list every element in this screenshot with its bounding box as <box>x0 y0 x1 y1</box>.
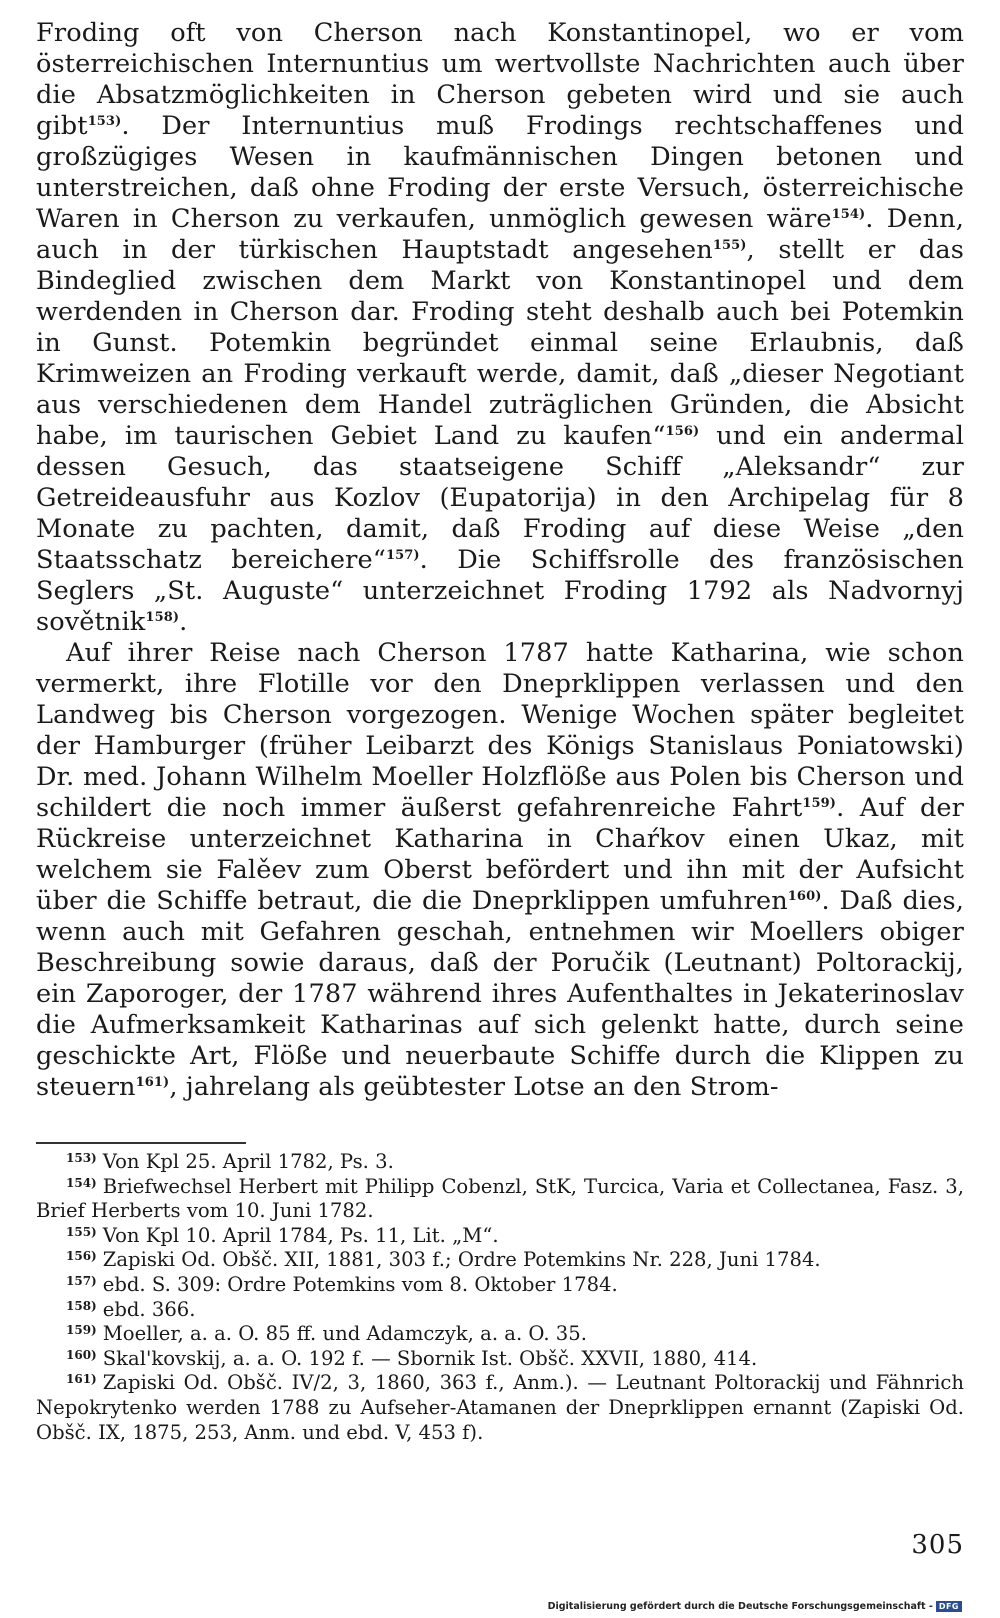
footnote-text: Zapiski Od. Obšč. XII, 1881, 303 f.; Ordre Potemkins Nr. 228, Juni 1784. <box>102 1248 821 1272</box>
footnote-159 <box>36 1322 964 1347</box>
footnote-155 <box>36 1224 964 1249</box>
footnote-reference: 157) <box>385 548 420 563</box>
text-run: . <box>179 607 188 637</box>
text-run: . Die Schiffsrolle des französischen Seglers „St. Auguste“ unterzeichnet Froding 1792 als Nadvornyj sovětnik <box>36 545 964 637</box>
text-run: . Denn, auch in der türkischen Hauptstadt angesehen <box>36 204 964 265</box>
footnote-number: 158) <box>66 1298 97 1313</box>
footnote-reference: 156) <box>665 424 700 439</box>
footnote-reference: 154) <box>831 207 866 222</box>
paragraph-2 <box>36 638 964 1103</box>
footnote-text: ebd. 366. <box>102 1297 196 1321</box>
footnote-160 <box>36 1347 964 1372</box>
footnote-161 <box>36 1371 964 1445</box>
footnote-reference: 159) <box>802 796 837 811</box>
text-run: . Auf der Rückreise unterzeichnet Katharina in Chaŕkov einen Ukaz, mit welchem sie Falěev zum Oberst befördert und ihn mit der Aufsicht über die Schiffe betraut, die die Dneprklippen umfuhren <box>36 793 965 916</box>
footnote-reference: 160) <box>787 889 822 904</box>
footnote-text: Zapiski Od. Obšč. IV/2, 3, 1860, 363 f., Anm.). — Leutnant Poltorackij und Fähnrich Nepokrytenko werden 1788 zu Aufseher-Atamanen der Dneprklippen ernannt (Zapiski Od. Obšč. IX, 1875, 253, Anm. und ebd. V, 453 f). <box>36 1371 964 1444</box>
footnote-reference: 161) <box>135 1075 170 1090</box>
footnote-number: 159) <box>66 1323 97 1338</box>
page-number: 305 <box>911 1530 964 1560</box>
footnote-156 <box>36 1248 964 1273</box>
footnote-154 <box>36 1175 964 1224</box>
text-run: , jahrelang als geübtester Lotse an den Strom- <box>169 1072 779 1102</box>
footnote-number: 161) <box>66 1372 97 1387</box>
footnote-number: 156) <box>66 1249 97 1264</box>
footnote-number: 153) <box>66 1151 97 1165</box>
footnote-number: 154) <box>66 1175 97 1190</box>
footnote-text: ebd. S. 309: Ordre Potemkins vom 8. Oktober 1784. <box>102 1272 618 1296</box>
main-text <box>36 18 964 1103</box>
text-run: , stellt er das Bindeglied zwischen dem Markt von Konstantinopel und dem werdenden in Cherson dar. Froding steht deshalb auch bei Potemkin in Gunst. Potemkin begründet einmal seine Erlaubnis, daß Krimweizen an Froding verkauft werde, damit, daß „dieser Negotiant aus verschiedenen dem Handel zuträglichen Gründen, die Absicht habe, im taurischen Gebiet Land zu kaufen“ <box>36 235 965 451</box>
footnote-reference: 155) <box>712 238 747 253</box>
text-run: Auf ihrer Reise nach Cherson 1787 hatte Katharina, wie schon vermerkt, ihre Flotille vor den Dneprklippen verlassen und den Landweg bis Cherson vorgezogen. Wenige Wochen später begleitet der Hamburger (früher Leibarzt des Königs Stanislaus Poniatowski) Dr. med. Johann Wilhelm Moeller Holzflöße aus Polen bis Cherson und schildert die noch immer äußerst gefahrenreiche Fahrt <box>36 638 964 823</box>
footnote-reference: 153) <box>87 114 122 129</box>
digitization-credit <box>548 1601 962 1612</box>
footnotes <box>36 1150 964 1445</box>
footnote-text: Moeller, a. a. O. 85 ff. und Adamczyk, a. a. O. 35. <box>102 1322 587 1346</box>
footnote-157 <box>36 1273 964 1298</box>
footnote-reference: 158) <box>145 610 180 625</box>
dfg-logo: DFG <box>936 1601 962 1612</box>
footnote-number: 157) <box>66 1273 97 1288</box>
footnote-divider <box>36 1142 246 1144</box>
footnote-text: Von Kpl 25. April 1782, Ps. 3. <box>102 1150 394 1173</box>
text-run: Froding oft von Cherson nach Konstantinopel, wo er vom österreichischen Internuntius um wertvollste Nachrichten auch über die Absatzmöglichkeiten in Cherson gebeten wird und sie auch gibt <box>36 18 964 141</box>
footnote-text: Briefwechsel Herbert mit Philipp Cobenzl, StK, Turcica, Varia et Collectanea, Fasz. 3, Brief Herberts vom 10. Juni 1782. <box>36 1174 964 1223</box>
footnote-153 <box>36 1150 964 1175</box>
text-run: . Der Internuntius muß Frodings rechtschaffenes und großzügiges Wesen in kaufmännischen Dingen betonen und unterstreichen, daß ohne Froding der erste Versuch, österreichische Waren in Cherson zu verkaufen, unmöglich gewesen wäre <box>36 111 964 234</box>
credit-text: Digitalisierung gefördert durch die Deutsche Forschungsgemeinschaft - <box>547 1601 933 1612</box>
footnote-158 <box>36 1298 964 1323</box>
text-run: . Daß dies, wenn auch mit Gefahren geschah, entnehmen wir Moellers obiger Beschreibung sowie daraus, daß der Poručik (Leutnant) Poltorackij, ein Zaporoger, der 1787 während ihres Aufenthaltes in Jekaterinoslav die Aufmerksamkeit Katharinas auf sich gelenkt hatte, durch seine geschickte Art, Flöße und neuerbaute Schiffe durch die Klippen zu steuern <box>36 886 964 1102</box>
paragraph-1 <box>36 18 964 638</box>
text-run: und ein andermal dessen Gesuch, das staatseigene Schiff „Aleksandr“ zur Getreideausfuhr aus Kozlov (Eupatorija) in den Archipelag für 8 Monate zu pachten, damit, daß Froding auf diese Weise „den Staatsschatz bereichere“ <box>36 421 964 575</box>
footnote-text: Von Kpl 10. April 1784, Ps. 11, Lit. „M“. <box>102 1223 499 1247</box>
footnote-number: 155) <box>66 1224 97 1239</box>
footnote-text: Skal'kovskij, a. a. O. 192 f. — Sbornik Ist. Obšč. XXVII, 1880, 414. <box>102 1346 758 1370</box>
footnote-number: 160) <box>66 1347 97 1362</box>
page-body <box>36 18 964 1103</box>
